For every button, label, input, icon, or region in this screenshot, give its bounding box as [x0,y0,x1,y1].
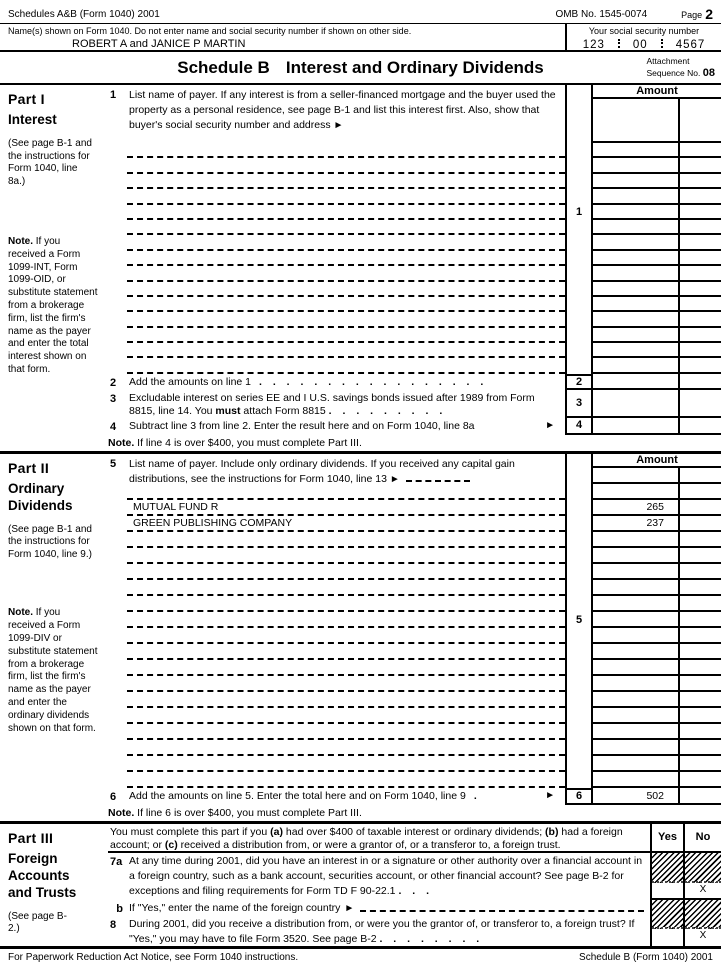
ssn-label: Your social security number [588,26,700,36]
cents-cell[interactable] [680,328,721,343]
part3-sidebar [0,824,108,946]
payer-name-line[interactable]: GREEN PUBLISHING COMPANY [127,516,565,532]
right-arrow-icon: ► [389,473,400,485]
amount-cell[interactable] [593,143,680,158]
payer-name-line[interactable] [127,358,565,373]
note-bold: Note. [8,236,33,247]
part3-label: Part III [8,829,54,846]
amount-cell[interactable] [593,205,680,220]
payer-name-line[interactable] [127,174,565,189]
cents-cell[interactable] [680,548,721,564]
line6-amount[interactable]: 502 [593,788,680,805]
page-label: Page [681,10,703,20]
amount-cell[interactable] [593,343,680,358]
payer-entry-row[interactable] [108,297,721,312]
line-number-cell [565,343,593,358]
line-number-cell [565,143,593,158]
cents-cell[interactable] [680,564,721,580]
name-label: Name(s) shown on Form 1040. Do not enter name and social security number if shown on other side. [8,26,412,36]
payer-entry-row[interactable] [108,189,721,204]
attachment-sequence [647,56,716,80]
cents-cell[interactable] [680,174,721,189]
part1-side-note: Note. If you received a Form 1099-INT, Form 1099-OID, or substitute statement from a brokerage firm, list the firm's name as the payer and enter the total interest shown on that form. [8,236,98,375]
q7a-no-cell [683,853,721,900]
line-number-cell [565,174,593,189]
amount-cell[interactable]: 265 [593,500,680,516]
amount-cell[interactable] [593,235,680,250]
payer-name-line[interactable] [127,297,565,312]
cents-cell[interactable] [680,358,721,373]
payer-entry-row[interactable] [108,644,721,660]
payer-name-line[interactable] [127,282,565,297]
line-number-cell [565,628,593,644]
payer-name-line[interactable] [127,328,565,343]
payer-entry-row[interactable] [108,220,721,235]
form-id: Schedules A&B (Form 1040) 2001 [8,9,160,20]
payer-name-line[interactable] [127,628,565,644]
cents-cell[interactable] [680,676,721,692]
right-arrow-icon: ► [545,789,555,801]
taxpayer-name-value[interactable]: ROBERT A and JANICE P MARTIN [72,38,246,50]
q7b-text: If "Yes," enter the name of the foreign country [129,901,341,914]
cents-cell[interactable] [680,756,721,772]
payer-entry-row[interactable] [108,692,721,708]
ssn-separator [618,39,620,52]
ssn-part-3[interactable]: 4567 [675,39,706,51]
part2-see-reference: (See page B-1 and the instructions for Form 1040, line 9.) [8,523,92,560]
note-bold: Note. [8,607,33,619]
line-number-cell [565,189,593,204]
cents-cell[interactable] [680,143,721,158]
page-footer [0,949,721,963]
amount-cell[interactable]: 237 [593,516,680,532]
line-number-cell [565,312,593,327]
part2-section [0,454,721,821]
form-footer-id: Schedule B (Form 1040) 2001 [579,951,713,963]
payer-entry-row[interactable] [108,676,721,692]
payer-entry-row[interactable] [108,772,721,788]
payer-entry-row[interactable] [108,660,721,676]
question-7b-8-row [108,900,721,946]
line3-text: Excludable interest on series EE and I U.S. savings bonds issued after 1989 from Form 8815, line 14. You must attach Form 8815 . . . . . . . . . [129,391,535,417]
hatched-cell [685,853,721,883]
part2-label: Part II [8,459,50,476]
payer-entry-row[interactable] [108,628,721,644]
amount-column-header: Amount [593,454,721,468]
page-title: Interest and Ordinary Dividends [285,57,544,77]
amount-cell[interactable] [593,174,680,189]
payer-name-line[interactable] [127,158,565,173]
payer-entry-row[interactable] [108,235,721,250]
cents-cell[interactable] [680,343,721,358]
line-number-cell [565,282,593,297]
payer-name-line[interactable] [127,205,565,220]
amount-cell[interactable] [593,596,680,612]
line-number-cell: 5 [565,612,593,628]
right-arrow-icon: ► [545,419,555,431]
payer-name-line[interactable] [127,580,565,596]
payer-entry-row[interactable] [108,580,721,596]
amount-cell[interactable] [593,676,680,692]
line6-number: 6 [110,790,117,803]
cents-cell[interactable] [680,708,721,724]
question-8-line [110,917,646,947]
payer-name-line[interactable] [127,235,565,250]
payer-name-line[interactable] [127,251,565,266]
part1-line2-row [108,374,721,390]
line-number-cell [565,328,593,343]
line2-box: 2 [565,374,593,390]
right-arrow-icon: ► [333,120,344,131]
part1-see-reference: (See page B-1 and the instructions for Form 1040, line 8a.) [8,138,92,187]
line-number-cell [565,772,593,788]
payer-entry-row[interactable] [108,532,721,548]
amount-cell[interactable] [593,99,721,143]
line-number-cell [565,596,593,612]
part1-line1-row [108,85,721,143]
q8-yes-answer[interactable] [652,929,683,946]
payer-entry-row[interactable] [108,158,721,173]
q7a-number: 7a [110,855,123,868]
cents-cell[interactable] [680,158,721,173]
payer-entry-row[interactable] [108,596,721,612]
q8-text: During 2001, did you receive a distribution from, or were you the grantor of, or transferor to, a foreign trust? If "Yes," you may have to file Form 3520. See page B-2 . . . . . . . . [129,917,635,945]
q7a-yes-cell [650,853,683,900]
line-number-cell [565,708,593,724]
cents-cell[interactable] [680,532,721,548]
no-column-header: No [683,824,721,851]
line-number-cell [565,235,593,250]
hatched-cell [652,900,683,929]
payer-name-line[interactable] [127,343,565,358]
hatched-cell [652,853,683,883]
foreign-country-input-line[interactable] [360,901,644,912]
sequence-label: Sequence No. [646,67,701,78]
payer-name-line[interactable] [127,772,565,788]
payer-entry-row[interactable] [108,328,721,343]
line3-number: 3 [110,392,117,405]
cents-cell[interactable] [680,189,721,204]
amount-cell[interactable] [593,328,680,343]
line-number-cell [565,297,593,312]
cents-cell[interactable] [680,580,721,596]
part3-intro-row [108,824,721,853]
line-number-cell [565,532,593,548]
q8-number: 8 [110,918,117,931]
ssn-box [565,24,721,50]
part2-line5-row [108,454,721,500]
line-number-cell [565,251,593,266]
payer-name-line[interactable] [127,532,565,548]
sequence-number: 08 [702,66,715,79]
line-number-cell [565,564,593,580]
line-number-cell [565,500,593,516]
name-ssn-row [0,24,721,52]
cents-cell[interactable] [680,612,721,628]
yes-column-header: Yes [650,824,683,851]
part1-entry-list [108,143,721,374]
seller-financed-fill-line[interactable] [406,473,470,482]
q8-yes-cell [650,900,683,946]
line4-cents[interactable] [680,418,721,435]
dot-leader: . . . [398,884,434,897]
line3-amount[interactable] [593,390,680,418]
ssn-part-2[interactable]: 00 [632,39,648,51]
ssn-part-1[interactable]: 123 [582,39,605,51]
page-number: 2 [705,6,713,22]
line-number-cell [565,740,593,756]
amount-cell[interactable] [593,468,721,484]
schedule-label: Schedule B [177,57,270,77]
line-number-cell [565,692,593,708]
amount-cell[interactable] [593,484,721,500]
amount-cell[interactable] [593,282,680,297]
part3-intro-text: You must complete this part if you (a) had over $400 of taxable interest or ordinary dividends; (b) had a foreign account; or (c) received a distribution from, or were a grantor of, or a transferor to, a foreign trust. [110,825,623,851]
cents-cell[interactable] [680,312,721,327]
line1-instruction: List name of payer. If any interest is from a seller-financed mortgage and the buyer used the property as a personal residence, see page B-1 and list this interest first. Also, show that buyer's social security number and address ► [129,89,556,131]
part1-note: Note. If line 4 is over $400, you must complete Part III. [108,436,362,449]
line4-text: Subtract line 3 from line 2. Enter the result here and on Form 1040, line 8a [129,419,475,432]
amount-cell[interactable] [593,266,680,281]
line-number-cell [565,266,593,281]
amount-cell[interactable] [593,708,680,724]
payer-name-line[interactable] [127,596,565,612]
cents-cell[interactable] [680,628,721,644]
payer-entry-row[interactable] [108,724,721,740]
amount-cell[interactable] [593,612,680,628]
part2-line6-row [108,788,721,805]
line-number-cell [565,158,593,173]
line-number-cell [565,548,593,564]
cents-cell[interactable] [680,660,721,676]
omb-number: OMB No. 1545-0074 [555,9,648,20]
line3-cents[interactable] [680,390,721,418]
payer-entry-row[interactable] [108,500,721,516]
line6-text: Add the amounts on line 5. Enter the total here and on Form 1040, line 9 [129,789,466,802]
payer-entry-row[interactable] [108,756,721,772]
payer-name-line[interactable] [127,266,565,281]
dot-leader: . [473,789,481,802]
payer-entry-row[interactable] [108,251,721,266]
payer-name-line[interactable] [127,564,565,580]
cents-cell[interactable] [680,740,721,756]
part1-label: Part I [8,91,45,107]
attachment-label: Attachment [646,56,690,66]
payer-name-line[interactable] [127,143,565,158]
cents-cell[interactable] [680,220,721,235]
dot-leader: . . . . . . . . . [328,404,447,417]
payer-name-line[interactable] [127,692,565,708]
payer-entry-row[interactable] [108,564,721,580]
part2-side-note: Note. If you received a Form 1099-DIV or substitute statement from a brokerage firm, list the firm's name as the payer and enter the ordinary dividends shown on that form. [8,607,98,734]
part2-sidebar [0,454,108,805]
cents-cell[interactable] [680,205,721,220]
amount-cell[interactable] [593,660,680,676]
line-number-cell [565,580,593,596]
amount-cell[interactable] [593,532,680,548]
line2-number: 2 [110,376,117,389]
q7a-yes-answer[interactable] [652,883,683,898]
payer-name-line[interactable] [127,724,565,740]
part1-line4-row [108,418,721,435]
line-number-cell [565,724,593,740]
q8-no-cell [683,900,721,946]
payer-entry-row[interactable] [108,282,721,297]
amount-cell[interactable] [593,548,680,564]
payer-name-line[interactable]: MUTUAL FUND R [127,500,565,516]
line-number-column [565,85,593,143]
payer-entry-row[interactable] [108,740,721,756]
payer-name-line[interactable] [127,312,565,327]
payer-entry-row[interactable] [108,266,721,281]
line6-cents[interactable] [680,788,721,805]
amount-column-header: Amount [593,85,721,99]
line-number-cell [565,358,593,373]
amount-cell[interactable] [593,756,680,772]
line6-box: 6 [565,788,593,805]
line-number-cell: 1 [565,205,593,220]
amount-cell[interactable] [593,740,680,756]
cents-cell[interactable] [680,772,721,788]
cents-cell[interactable] [680,692,721,708]
line5-instruction: List name of payer. Include only ordinary dividends. If you received any capital gain distributions, see the instructions for Form 1040, line 13 ► [129,457,515,485]
amount-cell[interactable] [593,580,680,596]
amount-cell[interactable] [593,772,680,788]
ssn-value[interactable] [567,39,721,52]
cents-cell[interactable] [680,266,721,281]
part2-note: Note. If line 6 is over $400, you must complete Part III. [108,806,362,819]
payer-name-line[interactable] [127,756,565,772]
payer-entry-row[interactable] [108,174,721,189]
line-number-cell [565,660,593,676]
cents-cell[interactable] [680,596,721,612]
line1-number: 1 [110,89,117,101]
part1-section [0,85,721,451]
amount-cell[interactable] [593,189,680,204]
line4-number: 4 [110,420,117,433]
amount-cell[interactable] [593,158,680,173]
line-number-cell [565,644,593,660]
ssn-separator [661,39,663,52]
line-number-cell [565,220,593,235]
cents-cell[interactable] [680,724,721,740]
amount-cell[interactable] [593,564,680,580]
form-header-row [0,0,721,24]
payer-entry-row[interactable] [108,312,721,327]
part1-name: Interest [8,112,57,127]
line2-text: Add the amounts on line 1 [129,375,252,388]
part2-name: Ordinary Dividends [8,480,73,513]
line5-number: 5 [110,457,117,470]
amount-cell[interactable] [593,358,680,373]
amount-cell[interactable] [593,692,680,708]
right-arrow-icon: ► [344,902,355,914]
payer-name-line[interactable] [127,660,565,676]
payer-entry-row[interactable] [108,205,721,220]
cents-cell[interactable] [680,235,721,250]
payer-name-line[interactable] [127,612,565,628]
payer-entry-row[interactable] [108,708,721,724]
q8-no-answer[interactable]: X [699,929,707,941]
line4-amount[interactable] [593,418,680,435]
amount-cell[interactable] [593,644,680,660]
cents-cell[interactable] [680,644,721,660]
part3-name: Foreign Accounts and Trusts [8,850,77,900]
amount-cell[interactable] [593,724,680,740]
part1-sidebar [0,85,108,435]
cents-cell[interactable] [680,516,721,532]
line-number-cell [565,516,593,532]
payer-name-line[interactable] [127,548,565,564]
payer-name-line[interactable] [127,708,565,724]
line-number-column [565,454,593,500]
cents-cell[interactable] [680,251,721,266]
part3-see-reference: (See page B-2.) [8,910,67,935]
payer-entry-row[interactable] [108,548,721,564]
cents-cell[interactable] [680,282,721,297]
payer-name-line[interactable] [127,189,565,204]
payer-name-line[interactable] [127,644,565,660]
title-row [0,52,721,85]
part1-line3-row [108,390,721,418]
question-7b-line [110,901,646,917]
hatched-cell [685,900,721,929]
amount-cell[interactable] [593,297,680,312]
payer-name-line[interactable] [127,220,565,235]
line4-box: 4 [565,418,593,435]
paperwork-notice: For Paperwork Reduction Act Notice, see Form 1040 instructions. [8,951,299,963]
amount-cell[interactable] [593,220,680,235]
line2-cents[interactable] [680,374,721,390]
payer-entry-row[interactable] [108,143,721,158]
line-number-cell [565,676,593,692]
line3-box: 3 [565,390,593,418]
payer-entry-row[interactable] [108,516,721,532]
amount-cell[interactable] [593,312,680,327]
q7a-no-answer[interactable]: X [699,883,707,895]
amount-cell[interactable] [593,251,680,266]
amount-cell[interactable] [593,628,680,644]
part3-section [0,824,721,946]
payer-entry-row[interactable] [108,612,721,628]
payer-name-line[interactable] [127,484,565,500]
payer-name-line[interactable] [127,676,565,692]
q7b-number: b [116,902,123,915]
question-7a-row [108,853,721,900]
payer-entry-row[interactable] [108,343,721,358]
cents-cell[interactable] [680,297,721,312]
q7a-text: At any time during 2001, did you have an interest in or a signature or other authority over a financial account in a foreign country, such as a bank account, securities account, or other financial account? See page B-2 for exceptions and filing requirements for Form TD F 90-22.1 . . . [129,854,643,897]
dot-leader: . . . . . . . . . . . . . . . . . [259,375,488,388]
payer-entry-row[interactable] [108,358,721,373]
line2-amount[interactable] [593,374,680,390]
line-number-cell [565,756,593,772]
part2-entry-list [108,500,721,788]
dot-leader: . . . . . . . . [379,932,484,945]
payer-name-line[interactable] [127,740,565,756]
cents-cell[interactable] [680,500,721,516]
